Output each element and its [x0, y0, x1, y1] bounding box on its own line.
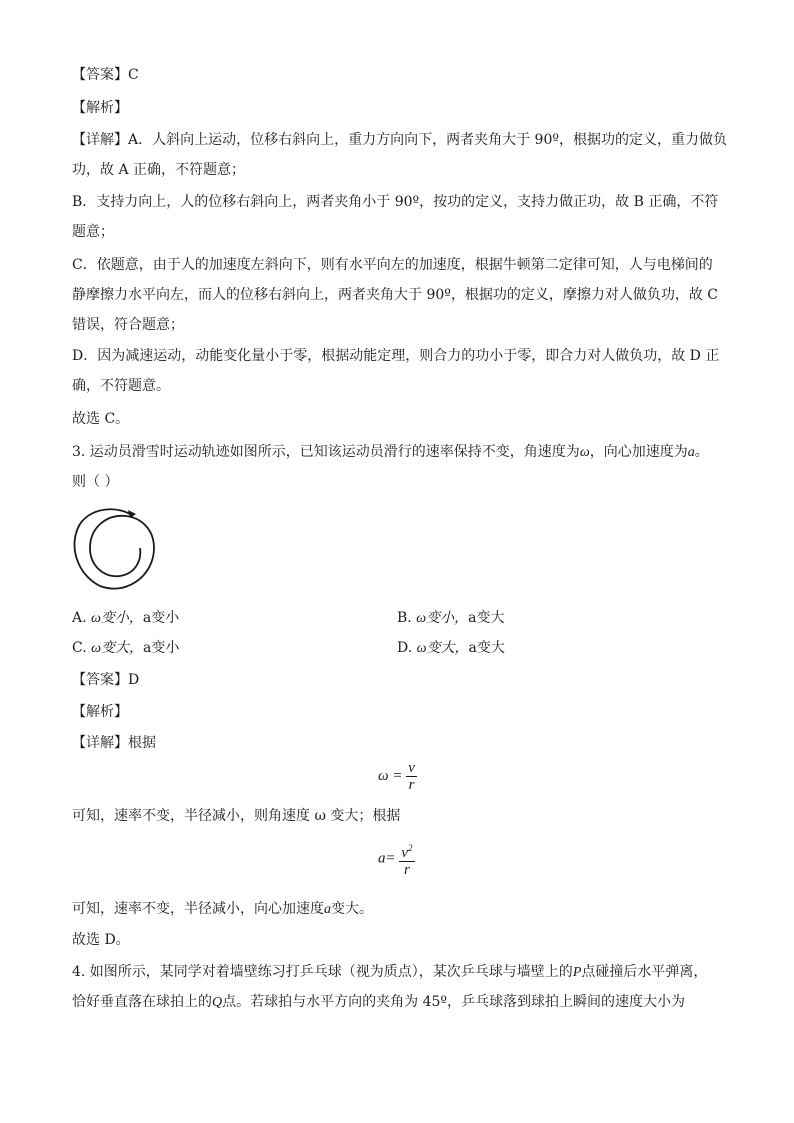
option-a-text-2: a变小 [142, 610, 180, 626]
option-d-label: D. [397, 640, 417, 656]
answer-2: 【答案】C [72, 67, 139, 83]
answer-3: 【答案】D [72, 672, 140, 688]
option-b-text-2: a变大 [468, 610, 505, 626]
option-c-text-2: a变小 [143, 640, 180, 656]
formula-acceleration-lhs: a= [378, 850, 396, 867]
question-4-line-1 [72, 962, 707, 983]
question-3-text-b: ，向心加速度为 [589, 444, 688, 460]
detail-2-line-7: 错误，符合题意； [72, 317, 184, 333]
formula-acceleration-denominator: r [404, 862, 410, 878]
question-3-line-2: 则（ ） [72, 474, 119, 490]
option-d-text-2: a变大 [468, 640, 505, 656]
option-d-text-1: ω变大， [416, 641, 469, 656]
option-b-label: B. [397, 610, 417, 626]
q-symbol: Q [212, 995, 223, 1010]
question-3-text-c: 。 [694, 444, 709, 460]
detail-2-line-1: 【详解】A．人斜向上运动，位移右斜向上，重力方向向下，两者夹角大于 90º，根据功的定义，重力做负 [72, 132, 727, 148]
formula-omega-denominator: r [408, 777, 415, 793]
detail-3-line-3 [72, 899, 373, 920]
formula-acceleration-numerator: $v^2$ [399, 840, 414, 862]
option-d [397, 638, 505, 659]
analysis-heading-2: 【解析】 [72, 100, 128, 116]
question-4-text-c: 恰好垂直落在球拍上的 [72, 994, 212, 1010]
formula-omega [378, 760, 417, 793]
option-b [397, 608, 504, 629]
detail-2-line-3: B．支持力向上，人的位移右斜向上，两者夹角小于 90º，按功的定义，支持力做正功，故 B 正确，不符 [72, 194, 719, 210]
detail-2-line-2: 功，故 A 正确，不符题意； [72, 162, 246, 178]
detail-3-line-3-text-b: 变大。 [331, 901, 373, 917]
question-3-line-1 [72, 442, 709, 463]
option-a [72, 608, 179, 629]
detail-3-line-2: 可知，速率不变，半径减小，则角速度 ω 变大；根据 [72, 808, 401, 824]
formula-omega-fraction [406, 760, 417, 793]
question-4-text-b: 点碰撞后水平弹离， [581, 964, 708, 980]
spiral-path [74, 509, 154, 588]
question-3-text-a: 3. 运动员滑雪时运动轨迹如图所示，已知该运动员滑行的速率保持不变，角速度为 [72, 444, 580, 460]
detail-2-line-4: 题意； [72, 224, 114, 240]
option-c-text-1: ω变大， [91, 641, 144, 656]
detail-2-line-6: 静摩擦力水平向左，而人的位移右斜向上，两者夹角大于 90º，根据功的定义，摩擦力对人做负功，故 C [72, 287, 719, 303]
detail-2-line-8: D．因为减速运动，动能变化量小于零，根据动能定理，则合力的功小于零，即合力对人做负功，故 D 正 [72, 348, 720, 364]
option-c [72, 638, 179, 659]
omega-symbol: ω [579, 445, 590, 460]
detail-2-line-5: C．依题意，由于人的加速度左斜向下，则有水平向左的加速度，根据牛顿第二定律可知，人与电梯间的 [72, 257, 713, 273]
question-4-line-2 [72, 992, 685, 1013]
option-a-text-1: ω变小， [91, 611, 143, 626]
formula-omega-lhs: ω = [378, 767, 403, 784]
detail-3-a-symbol: a [324, 902, 331, 917]
formula-omega-numerator: v [408, 760, 415, 776]
detail-2-line-9: 确，不符题意。 [72, 378, 170, 394]
analysis-heading-3: 【解析】 [72, 704, 128, 720]
question-4-text-d: 点。若球拍与水平方向的夹角为 45º，乒乓球落到球拍上瞬间的速度大小为 [222, 994, 685, 1010]
formula-acceleration [378, 840, 415, 878]
detail-3-line-3-text-a: 可知，速率不变，半径减小，向心加速度 [72, 901, 324, 917]
spiral-trajectory-figure [70, 502, 160, 594]
a-symbol: a [687, 445, 695, 460]
option-a-label: A. [72, 610, 92, 626]
p-symbol: P [572, 965, 582, 980]
formula-acceleration-fraction [399, 840, 414, 878]
detail-3-line-1: 【详解】根据 [72, 735, 156, 751]
choice-3: 故选 D。 [72, 932, 130, 948]
question-4-text-a: 4. 如图所示，某同学对着墙壁练习打乒乓球（视为质点），某次乒乓球与墙壁上的 [72, 964, 573, 980]
choice-2: 故选 C。 [72, 411, 130, 427]
option-c-label: C. [72, 640, 92, 656]
option-b-text-1: ω变小， [416, 611, 469, 626]
